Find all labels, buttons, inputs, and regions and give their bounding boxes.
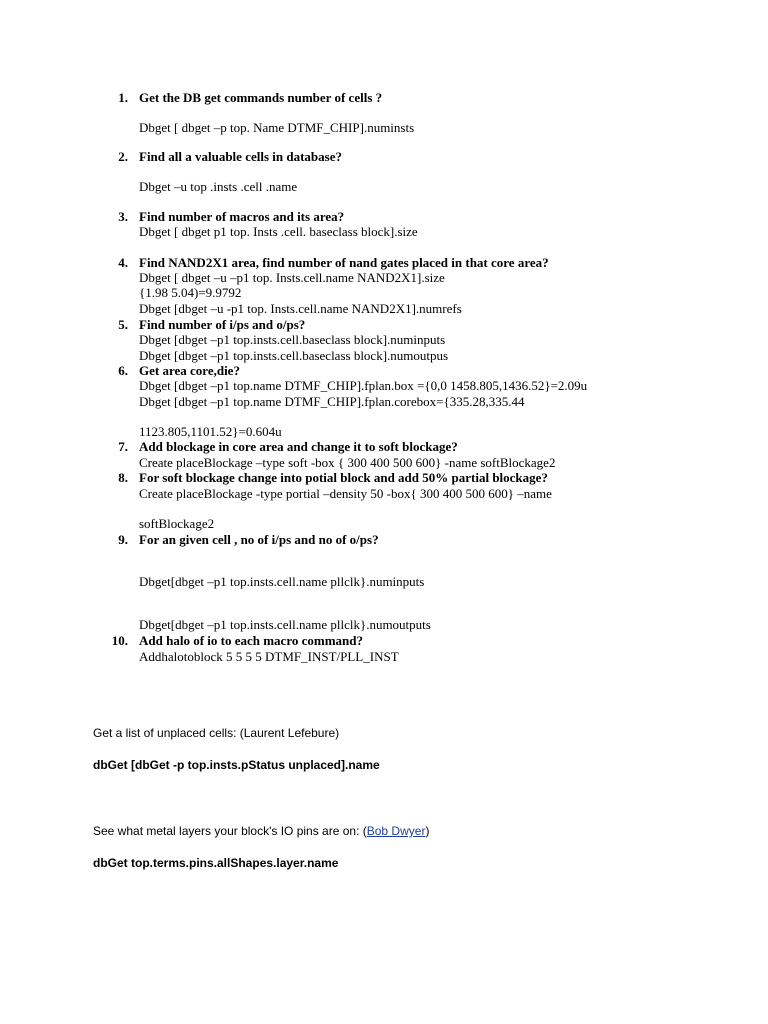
command-line: Dbget [dbget –p1 top.insts.cell.baseclass block].numinputs [139, 332, 446, 347]
command-line: Dbget [dbget –p1 top.insts.cell.baseclass block].numoutpus [139, 348, 449, 363]
question-title: For an given cell , no of i/ps and no of o/ps? [139, 532, 379, 547]
question-title: Get area core,die? [139, 363, 240, 378]
item-number: 8. [118, 470, 128, 485]
command-line: Dbget –u top .insts .cell .name [139, 179, 298, 194]
item-number: 7. [118, 439, 128, 454]
tip-text: Get a list of unplaced cells: (Laurent Lefebure) [93, 726, 340, 740]
tip-text-after: ) [425, 824, 430, 838]
item-number: 2. [118, 149, 128, 164]
question-title: Find all a valuable cells in database? [139, 149, 342, 164]
item-number: 1. [118, 90, 128, 105]
item-number: 6. [118, 363, 128, 378]
tip-text-before: See what metal layers your block's IO pins are on: ( [93, 824, 367, 838]
question-title: Get the DB get commands number of cells ? [139, 90, 383, 105]
command-line: Dbget[dbget –p1 top.insts.cell.name pllclk}.numinputs [139, 574, 425, 589]
item-number: 4. [118, 255, 128, 270]
command-line: {1.98 5.04)=9.9792 [139, 285, 242, 300]
question-title: Add halo of io to each macro command? [139, 633, 364, 648]
question-title: Find number of macros and its area? [139, 209, 345, 224]
tip-command: dbGet top.terms.pins.allShapes.layer.name [93, 856, 339, 870]
command-line: Dbget [dbget –p1 top.name DTMF_CHIP].fplan.box ={0,0 1458.805,1436.52}=2.09u [139, 378, 588, 393]
question-title: Find number of i/ps and o/ps? [139, 317, 306, 332]
command-line: Dbget[dbget –p1 top.insts.cell.name pllclk}.numoutputs [139, 617, 431, 632]
question-title: Add blockage in core area and change it to soft blockage? [139, 439, 458, 454]
item-number: 9. [118, 532, 128, 547]
tip-command: dbGet [dbGet -p top.insts.pStatus unplaced].name [93, 758, 380, 772]
command-line: Create placeBlockage –type soft -box { 300 400 500 600} -name softBlockage2 [139, 455, 556, 470]
command-line: Dbget [ dbget p1 top. Insts .cell. baseclass block].size [139, 224, 418, 239]
command-line: Dbget [ dbget –u –p1 top. Insts.cell.name NAND2X1].size [139, 270, 445, 285]
item-number: 3. [118, 209, 128, 224]
item-number: 5. [118, 317, 128, 332]
item-number: 10. [111, 633, 128, 648]
command-line: Create placeBlockage -type portial –density 50 -box{ 300 400 500 600} –name [139, 486, 552, 501]
tip-text [93, 824, 429, 839]
command-line: 1123.805,1101.52}=0.604u [139, 424, 282, 439]
question-title: Find NAND2X1 area, find number of nand gates placed in that core area? [139, 255, 549, 270]
command-line: softBlockage2 [139, 516, 215, 531]
question-title: For soft blockage change into potial block and add 50% partial blockage? [139, 470, 548, 485]
command-line: Dbget [dbget –u -p1 top. Insts.cell.name NAND2X1].numrefs [139, 301, 462, 316]
command-line: Dbget [dbget –p1 top.name DTMF_CHIP].fplan.corebox={335.28,335.44 [139, 394, 525, 409]
author-link[interactable]: Bob Dwyer [366, 824, 426, 838]
command-line: Dbget [ dbget –p top. Name DTMF_CHIP].numinsts [139, 120, 415, 135]
command-line: Addhalotoblock 5 5 5 5 DTMF_INST/PLL_INST [139, 649, 399, 664]
